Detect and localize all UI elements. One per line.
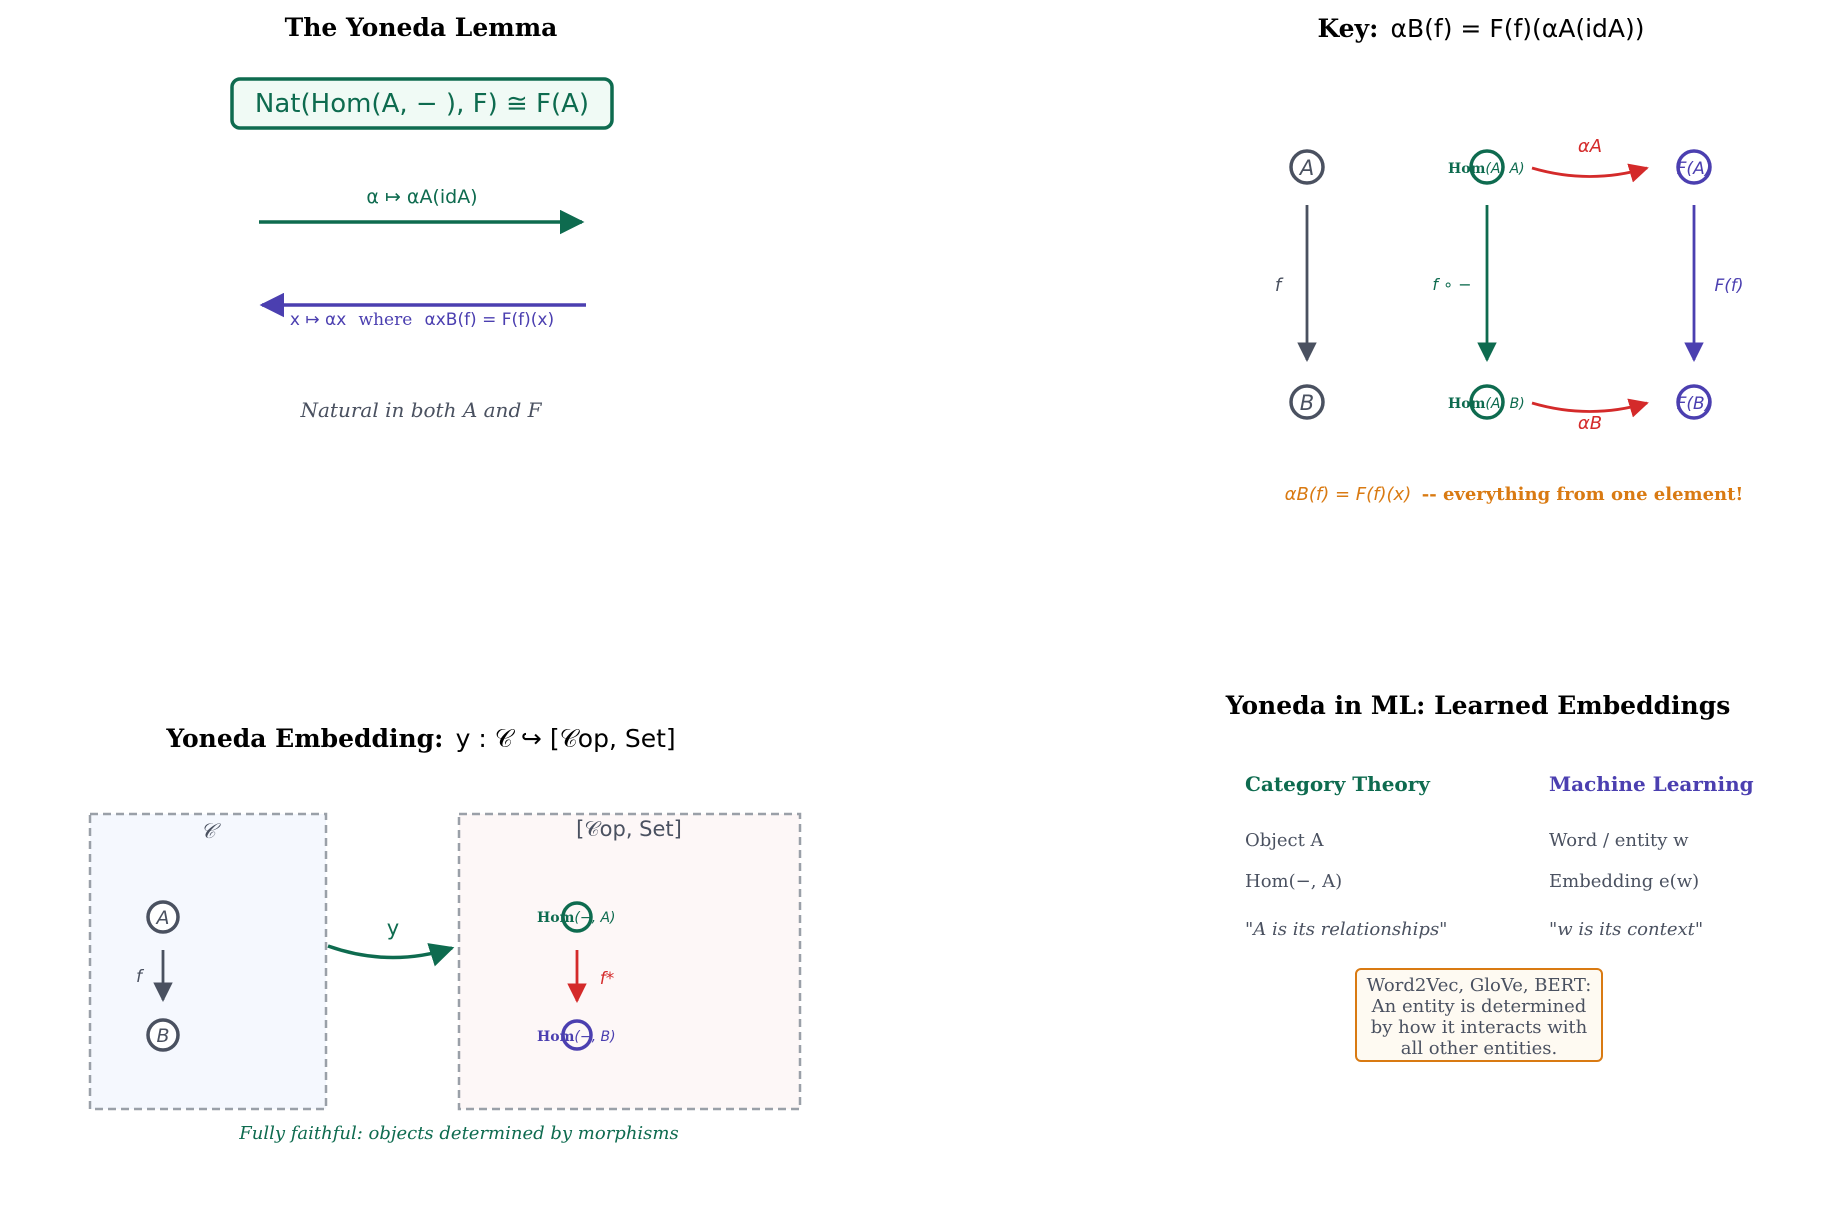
arrow-alpha-A <box>1532 168 1647 177</box>
ml-note-line-1: Word2Vec, GloVe, BERT: <box>1366 975 1592 996</box>
emb-node-hom-A-label: Hom(−, A) <box>537 910 616 926</box>
node-A-label: A <box>1299 156 1315 180</box>
label-compose: f ∘ − <box>1432 275 1472 294</box>
node-FA-label: F(A) <box>1676 159 1712 179</box>
row-ct-relationships: "A is its relationships" <box>1245 919 1448 940</box>
row-ct-hom: Hom(−, A) <box>1245 871 1343 892</box>
iso-formula: Nat(Hom(A, − ), F) ≅ F(A) <box>254 89 590 119</box>
emb-node-A-label: A <box>156 907 170 929</box>
col-header-category-theory: Category Theory <box>1245 772 1430 796</box>
panel-yoneda-lemma <box>232 13 612 422</box>
forward-map-label: α ↦ αA(idA) <box>366 186 478 208</box>
naturality-note: Natural in both A and F <box>300 398 542 422</box>
emb-label-f: f <box>136 967 142 987</box>
label-Ff: F(f) <box>1714 276 1744 296</box>
panel-yoneda-embedding <box>90 724 800 1144</box>
node-FB-label: F(B) <box>1676 394 1712 414</box>
ml-note-line-3: by how it interacts with <box>1370 1017 1588 1038</box>
arrow-alpha-B <box>1532 403 1647 412</box>
category-box <box>90 814 326 1109</box>
arrow-y <box>328 946 452 958</box>
category-box-label: 𝒞 <box>200 819 216 843</box>
emb-node-B-label: B <box>156 1025 170 1047</box>
panel-yoneda-ml <box>1225 691 1754 1061</box>
embedding-caption: Fully faithful: objects determined by morphisms <box>239 1123 679 1144</box>
row-ml-context: "w is its context" <box>1549 919 1704 940</box>
node-hom-A-B-label: Hom(A, B) <box>1448 396 1525 412</box>
key-title: Key: αB(f) = F(f)(αA(idA)) <box>1317 14 1645 43</box>
backward-map-label: x ↦ αx where αxB(f) = F(f)(x) <box>289 310 555 330</box>
panel-key-diagram <box>1275 14 1744 505</box>
row-ml-embedding: Embedding e(w) <box>1549 871 1700 892</box>
ml-title: Yoneda in ML: Learned Embeddings <box>1225 691 1731 720</box>
node-hom-A-A-label: Hom(A, A) <box>1448 161 1525 177</box>
emb-node-hom-B-label: Hom(−, B) <box>537 1029 616 1045</box>
node-B-label: B <box>1299 391 1315 415</box>
label-alpha-A: αA <box>1577 136 1603 157</box>
row-ct-object: Object A <box>1245 830 1324 851</box>
panel-title: The Yoneda Lemma <box>284 13 558 42</box>
arrow-y-label: y <box>386 916 400 940</box>
row-ml-word: Word / entity w <box>1549 830 1689 851</box>
ml-note-line-4: all other entities. <box>1400 1038 1558 1059</box>
presheaf-box-label: [𝒞op, Set] <box>576 817 682 841</box>
col-header-machine-learning: Machine Learning <box>1549 772 1754 796</box>
emb-label-fstar: f* <box>599 969 615 989</box>
label-alpha-B: αB <box>1577 413 1603 434</box>
label-f: f <box>1274 275 1282 296</box>
presheaf-box <box>459 814 800 1109</box>
embedding-title: Yoneda Embedding: y : 𝒞 ↪ [𝒞op, Set] <box>166 724 676 753</box>
key-footer: αB(f) = F(f)(x) -- everything from one element! <box>1284 484 1744 505</box>
ml-note-line-2: An entity is determined <box>1371 996 1587 1017</box>
